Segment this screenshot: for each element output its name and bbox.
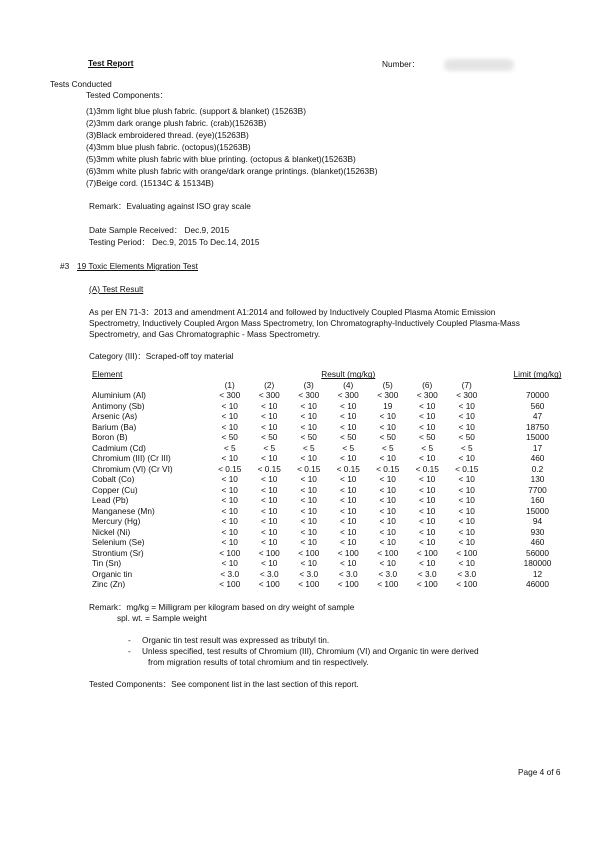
column-number: (6)	[422, 379, 433, 390]
result-cell: < 10	[340, 516, 357, 527]
column-number: (5)	[382, 379, 393, 390]
result-cell: < 10	[261, 558, 278, 569]
result-cell: < 10	[221, 526, 238, 537]
method-line-3: Spectrometry, and Gas Chromatographic - Mass Spectrometry.	[89, 329, 321, 339]
result-cell: < 10	[419, 505, 436, 516]
limit-cell: 12	[532, 568, 543, 579]
table-row	[92, 495, 573, 506]
tested-components-note: Tested Components：See component list in the last section of this report.	[89, 679, 359, 689]
remark-gray-scale: Remark：Evaluating against ISO gray scale	[89, 201, 251, 211]
result-cell: < 10	[340, 505, 357, 516]
result-cell: < 10	[340, 421, 357, 432]
limit-cell: 46000	[525, 579, 550, 590]
table-row	[92, 401, 573, 412]
spacer	[487, 369, 503, 380]
result-cell: < 0.15	[415, 463, 439, 474]
limit-cell: 15000	[525, 432, 550, 443]
result-cell: < 10	[379, 495, 396, 506]
result-cell: < 300	[337, 390, 359, 401]
result-cell: < 100	[298, 547, 320, 558]
element-header: Element	[92, 369, 123, 380]
table-row	[92, 569, 573, 580]
spacer	[487, 411, 503, 422]
element-name: Chromium (III) (Cr III)	[92, 453, 171, 464]
result-cell: < 300	[377, 390, 399, 401]
element-name: Manganese (Mn)	[92, 505, 155, 516]
table-row	[92, 516, 573, 527]
spacer	[487, 527, 503, 538]
result-cell: < 10	[300, 411, 317, 422]
page-number: Page 4 of 6	[518, 767, 561, 777]
element-name: Aluminium (Al)	[92, 390, 146, 401]
column-number: (1)	[224, 379, 235, 390]
result-cell: < 10	[261, 400, 278, 411]
limit-cell: 18750	[525, 421, 550, 432]
spacer	[487, 432, 503, 443]
result-cell: < 100	[456, 579, 478, 590]
result-cell: < 10	[340, 453, 357, 464]
result-cell: < 10	[261, 495, 278, 506]
spacer	[487, 422, 503, 433]
result-cell: < 300	[258, 390, 280, 401]
result-cell: < 10	[379, 505, 396, 516]
spacer	[487, 453, 503, 464]
table-row	[92, 537, 573, 548]
result-cell: < 5	[342, 442, 355, 453]
result-cell: < 10	[340, 411, 357, 422]
result-cell: < 10	[300, 505, 317, 516]
result-cell: < 10	[458, 526, 475, 537]
element-name: Antimony (Sb)	[92, 400, 145, 411]
result-cell: < 10	[458, 421, 475, 432]
result-cell: < 100	[377, 579, 399, 590]
result-cell: < 100	[298, 579, 320, 590]
date-received: Date Sample Received： Dec.9, 2015	[89, 225, 230, 235]
element-name: Zinc (Zn)	[92, 579, 126, 590]
spacer	[487, 474, 503, 485]
result-cell: < 10	[458, 474, 475, 485]
result-cell: < 10	[340, 400, 357, 411]
report-title: Test Report	[88, 58, 134, 68]
result-cell: < 10	[221, 411, 238, 422]
result-cell: < 100	[337, 547, 359, 558]
limit-cell: 94	[532, 516, 543, 527]
result-header-text: Result (mg/kg)	[321, 369, 376, 380]
list-item: (7)Beige cord. (15134C & 15134B)	[86, 178, 214, 188]
element-name: Lead (Pb)	[92, 495, 129, 506]
number-label: Number：	[382, 59, 420, 69]
result-cell: < 10	[261, 505, 278, 516]
element-name: Selenium (Se)	[92, 537, 145, 548]
result-cell: < 50	[379, 432, 396, 443]
limit-cell: 17	[532, 442, 543, 453]
result-cell: < 10	[261, 484, 278, 495]
result-cell: < 10	[221, 537, 238, 548]
table-row	[92, 485, 573, 496]
result-cell: < 10	[261, 421, 278, 432]
table-row	[92, 390, 573, 401]
table-row	[92, 579, 573, 590]
result-cell: < 10	[300, 558, 317, 569]
result-cell: < 10	[458, 537, 475, 548]
result-cell: < 10	[261, 474, 278, 485]
spacer	[487, 380, 503, 391]
spacer	[487, 579, 503, 590]
result-cell: < 10	[221, 505, 238, 516]
test-result-subheading: (A) Test Result	[89, 284, 144, 294]
result-cell: < 5	[302, 442, 315, 453]
list-item: (4)3mm blue plush fabric. (octopus)(15263B)	[86, 142, 251, 152]
result-cell: < 10	[300, 495, 317, 506]
result-cell: < 10	[458, 505, 475, 516]
result-cell: < 10	[379, 526, 396, 537]
element-name: Strontium (Sr)	[92, 547, 144, 558]
element-name: Organic tin	[92, 568, 133, 579]
note-derived-results: Unless specified, test results of Chromium (III), Chromium (VI) and Organic tin were derived	[142, 646, 479, 656]
result-cell: < 10	[221, 421, 238, 432]
result-cell: < 0.15	[455, 463, 479, 474]
list-item: -	[128, 646, 131, 656]
element-name: Tin (Sn)	[92, 558, 122, 569]
result-cell: < 50	[221, 432, 238, 443]
result-cell: < 10	[419, 453, 436, 464]
element-name: Cadmium (Cd)	[92, 442, 146, 453]
element-name: Barium (Ba)	[92, 421, 137, 432]
result-cell: < 10	[458, 495, 475, 506]
table-row	[92, 443, 573, 454]
result-cell: < 10	[300, 400, 317, 411]
result-cell: < 10	[419, 421, 436, 432]
result-cell: < 10	[221, 495, 238, 506]
table-row	[92, 464, 573, 475]
result-cell: < 10	[340, 484, 357, 495]
result-cell: < 10	[458, 411, 475, 422]
column-number: (3)	[303, 379, 314, 390]
result-cell: < 100	[258, 579, 280, 590]
result-cell: < 10	[458, 516, 475, 527]
result-cell: < 10	[419, 558, 436, 569]
result-cell: < 100	[337, 579, 359, 590]
result-cell: < 10	[300, 421, 317, 432]
element-name: Arsenic (As)	[92, 411, 138, 422]
spacer	[487, 464, 503, 475]
limit-cell: 0.2	[531, 463, 544, 474]
result-cell: < 10	[340, 495, 357, 506]
list-item: (3)Black embroidered thread. (eye)(15263B)	[86, 130, 249, 140]
result-cell: < 10	[379, 474, 396, 485]
result-cell: < 0.15	[297, 463, 321, 474]
limit-cell: 7700	[528, 484, 547, 495]
element-name: Nickel (Ni)	[92, 526, 131, 537]
limit-cell: 460	[530, 453, 545, 464]
table-row	[92, 506, 573, 517]
result-cell: < 10	[458, 400, 475, 411]
result-cell: < 3.0	[338, 568, 358, 579]
spacer	[487, 506, 503, 517]
result-cell: < 100	[219, 579, 241, 590]
column-number-row	[92, 380, 573, 391]
result-cell: < 300	[298, 390, 320, 401]
result-cell: < 3.0	[457, 568, 477, 579]
result-cell: < 10	[221, 558, 238, 569]
remark-spl-wt: spl. wt. = Sample weight	[117, 613, 207, 623]
result-cell: < 10	[340, 537, 357, 548]
spacer	[503, 380, 573, 391]
limit-cell: 15000	[525, 505, 550, 516]
spacer	[487, 558, 503, 569]
table-row	[92, 474, 573, 485]
test-result-heading	[89, 285, 143, 295]
spacer	[487, 390, 503, 401]
result-cell: < 10	[379, 484, 396, 495]
result-cell: < 10	[458, 484, 475, 495]
limit-cell: 160	[530, 495, 545, 506]
result-cell: < 100	[219, 547, 241, 558]
table-header-row	[92, 369, 573, 380]
result-cell: < 0.15	[257, 463, 281, 474]
limit-header: Limit (mg/kg)	[513, 369, 562, 380]
result-cell: < 300	[456, 390, 478, 401]
column-number: (7)	[461, 379, 472, 390]
result-cell: < 5	[263, 442, 276, 453]
spacer	[487, 495, 503, 506]
result-cell: < 3.0	[378, 568, 398, 579]
table-row	[92, 411, 573, 422]
result-cell: < 10	[300, 537, 317, 548]
result-cell: < 10	[261, 516, 278, 527]
list-item: -	[128, 635, 131, 645]
result-cell: 19	[383, 400, 393, 411]
result-cell: < 10	[221, 516, 238, 527]
result-cell: < 10	[221, 474, 238, 485]
limit-cell: 460	[530, 537, 545, 548]
limit-cell: 47	[532, 411, 543, 422]
results-table	[92, 369, 573, 590]
result-cell: < 10	[419, 474, 436, 485]
result-cell: < 10	[458, 453, 475, 464]
spacer	[487, 401, 503, 412]
method-line-1: As per EN 71-3：2013 and amendment A1:2014 and followed by Inductively Coupled Plasma Atomic Emission	[89, 307, 496, 317]
result-cell: < 10	[379, 453, 396, 464]
result-cell: < 100	[416, 579, 438, 590]
limit-cell: 56000	[525, 547, 550, 558]
spacer	[487, 569, 503, 580]
result-cell: < 10	[419, 526, 436, 537]
result-cell: < 10	[419, 400, 436, 411]
spacer	[487, 443, 503, 454]
result-cell: < 10	[379, 558, 396, 569]
result-cell: < 0.15	[336, 463, 360, 474]
tests-conducted-heading: Tests Conducted	[50, 79, 112, 89]
result-cell: < 100	[416, 547, 438, 558]
table-row	[92, 527, 573, 538]
result-cell: < 50	[419, 432, 436, 443]
result-header	[210, 369, 487, 380]
result-cell: < 10	[261, 453, 278, 464]
note-derived-results-cont: from migration results of total chromium and tin respectively.	[148, 657, 369, 667]
section-title: 19 Toxic Elements Migration Test	[77, 261, 198, 271]
result-cell: < 10	[419, 516, 436, 527]
result-cell: < 10	[300, 484, 317, 495]
result-cell: < 10	[379, 411, 396, 422]
spacer	[487, 485, 503, 496]
result-cell: < 10	[300, 453, 317, 464]
result-cell: < 5	[460, 442, 473, 453]
testing-period: Testing Period： Dec.9, 2015 To Dec.14, 2015	[89, 237, 260, 247]
result-cell: < 10	[379, 537, 396, 548]
result-cell: < 10	[340, 526, 357, 537]
table-row	[92, 558, 573, 569]
category-text: Category (III)：Scraped-off toy material	[89, 351, 234, 361]
result-cell: < 10	[419, 411, 436, 422]
result-cell: < 10	[419, 484, 436, 495]
method-line-2: Spectrometry, Inductively Coupled Argon Mass Spectrometry, Ion Chromatography-Inductively Coupled Plasma-Mass	[89, 318, 520, 328]
spacer	[487, 516, 503, 527]
element-name: Cobalt (Co)	[92, 474, 135, 485]
limit-cell: 560	[530, 400, 545, 411]
table-row	[92, 432, 573, 443]
result-cell: < 50	[458, 432, 475, 443]
result-cell: < 0.15	[376, 463, 400, 474]
table-row	[92, 548, 573, 559]
element-name: Mercury (Hg)	[92, 516, 141, 527]
result-cell: < 3.0	[417, 568, 437, 579]
list-item: (2)3mm dark orange plush fabric. (crab)(15263B)	[86, 118, 267, 128]
limit-cell: 130	[530, 474, 545, 485]
result-cell: < 50	[300, 432, 317, 443]
limit-cell: 930	[530, 526, 545, 537]
result-cell: < 10	[261, 526, 278, 537]
limit-cell: 70000	[525, 390, 550, 401]
spacer	[92, 380, 210, 391]
result-cell: < 3.0	[259, 568, 279, 579]
result-cell: < 10	[221, 484, 238, 495]
element-name: Boron (B)	[92, 432, 128, 443]
result-cell: < 10	[300, 474, 317, 485]
redacted-number	[444, 59, 514, 71]
result-cell: < 10	[221, 453, 238, 464]
result-cell: < 10	[261, 411, 278, 422]
column-number: (2)	[264, 379, 275, 390]
result-cell: < 300	[416, 390, 438, 401]
tested-components-label: Tested Components：	[86, 90, 169, 100]
section-number: #3	[60, 261, 70, 271]
result-cell: < 5	[223, 442, 236, 453]
result-cell: < 3.0	[220, 568, 240, 579]
result-cell: < 10	[379, 421, 396, 432]
result-cell: < 10	[379, 516, 396, 527]
result-cell: < 50	[340, 432, 357, 443]
column-number: (4)	[343, 379, 354, 390]
result-cell: < 10	[419, 537, 436, 548]
list-item: (5)3mm white plush fabric with blue printing. (octopus & blanket)(15263B)	[86, 154, 356, 164]
result-cell: < 100	[377, 547, 399, 558]
list-item: (1)3mm light blue plush fabric. (support & blanket) (15263B)	[86, 106, 306, 116]
result-cell: < 3.0	[299, 568, 319, 579]
spacer	[487, 548, 503, 559]
result-cell: < 100	[258, 547, 280, 558]
note-organic-tin: Organic tin test result was expressed as tributyl tin.	[142, 635, 330, 645]
limit-cell: 180000	[523, 558, 552, 569]
result-cell: < 10	[340, 474, 357, 485]
result-cell: < 10	[458, 558, 475, 569]
element-name: Chromium (VI) (Cr VI)	[92, 463, 173, 474]
result-cell: < 10	[340, 558, 357, 569]
table-row	[92, 422, 573, 433]
result-cell: < 10	[221, 400, 238, 411]
result-cell: < 5	[381, 442, 394, 453]
result-cell: < 100	[456, 547, 478, 558]
result-cell: < 10	[419, 495, 436, 506]
element-name: Copper (Cu)	[92, 484, 138, 495]
result-cell: < 50	[261, 432, 278, 443]
result-cell: < 300	[219, 390, 241, 401]
result-cell: < 10	[261, 537, 278, 548]
result-cell: < 10	[300, 516, 317, 527]
result-cell: < 10	[300, 526, 317, 537]
result-cell: < 0.15	[218, 463, 242, 474]
result-cell: < 5	[421, 442, 434, 453]
remark-mgkg: Remark：mg/kg = Milligram per kilogram based on dry weight of sample	[89, 602, 355, 612]
table-row	[92, 453, 573, 464]
list-item: (6)3mm white plush fabric with orange/dark orange printings. (blanket)(15263B)	[86, 166, 378, 176]
spacer	[487, 537, 503, 548]
